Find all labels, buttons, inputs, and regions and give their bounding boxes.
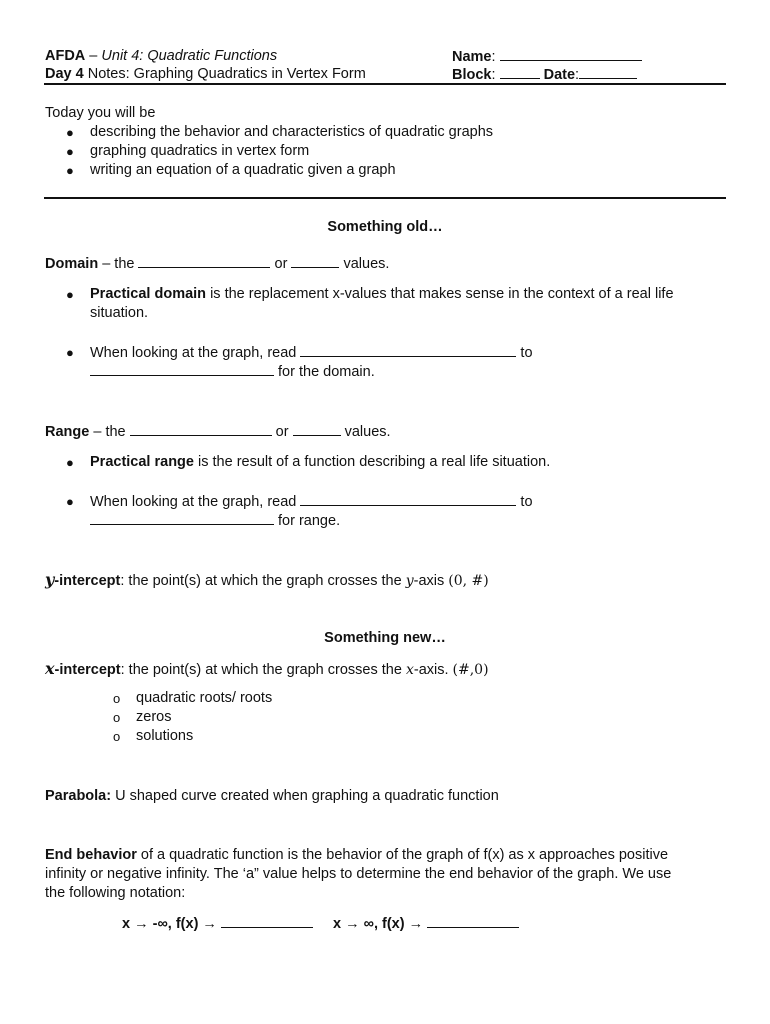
domain-read: When looking at the graph, read to <box>90 345 533 361</box>
notation-pos-infinity: x → ∞, f(x) → <box>333 914 519 934</box>
practical-range: Practical range is the result of a function describing a real life situation. <box>90 454 551 470</box>
intro-lead: Today you will be <box>45 105 156 121</box>
y-intercept-term: -intercept <box>54 573 121 589</box>
range-read-cont: for range. <box>90 511 340 531</box>
circle-bullet-icon: o <box>113 729 121 744</box>
end-behavior-term: End behavior <box>45 847 137 863</box>
intro-item: graphing quadratics in vertex form <box>90 143 310 159</box>
range-read-blank-2[interactable] <box>90 511 274 525</box>
x-var: x <box>45 659 55 678</box>
bullet-icon: ● <box>66 494 74 509</box>
name-field[interactable]: Name: <box>452 47 642 67</box>
bullet-icon: ● <box>66 455 74 470</box>
name-label: Name <box>452 49 492 65</box>
x-intercept-term: -intercept <box>54 662 121 678</box>
x-intercept-definition: x-intercept: the point(s) at which the graph crosses the x-axis. (#,0) <box>45 659 489 678</box>
header-dash: – <box>85 48 102 64</box>
notation-blank-left[interactable] <box>221 914 313 928</box>
bullet-icon: ● <box>66 144 74 159</box>
range-definition: Range – the or values. <box>45 424 391 440</box>
notes-subtitle: Notes: Graphing Quadratics in Vertex Form <box>83 66 366 82</box>
parabola-definition: Parabola: U shaped curve created when graphing a quadratic function <box>45 788 499 804</box>
end-behavior-line3: the following notation: <box>45 885 186 901</box>
practical-domain-term: Practical domain <box>90 286 207 302</box>
x-intercept-point: (#,0) <box>452 662 489 678</box>
domain-read-cont: for the domain. <box>90 362 375 382</box>
circle-bullet-icon: o <box>113 691 121 706</box>
date-blank[interactable] <box>579 65 637 79</box>
range-term: Range <box>45 424 90 440</box>
intro-item: describing the behavior and characteristics of quadratic graphs <box>90 124 494 140</box>
course-title <box>45 47 277 66</box>
y-var: y <box>45 570 55 589</box>
notes-title <box>45 65 366 84</box>
block-date-field[interactable]: Block: Date: <box>452 65 637 85</box>
bullet-icon: ● <box>66 287 74 302</box>
notation-blank-right[interactable] <box>427 914 519 928</box>
date-label: Date <box>543 67 576 83</box>
block-blank[interactable] <box>500 65 540 79</box>
practical-domain: Practical domain is the replacement x-values that makes sense in the context of a real life <box>90 286 674 302</box>
synonym-item: zeros <box>136 709 172 725</box>
synonym-item: quadratic roots/ roots <box>136 690 273 706</box>
domain-blank-1[interactable] <box>138 254 270 268</box>
end-behavior-line2: infinity or negative infinity. The ‘a” value helps to determine the end behavior of the graph. We use <box>45 866 672 882</box>
end-behavior-definition: End behavior of a quadratic function is the behavior of the graph of f(x) as x approaches positive <box>45 847 669 863</box>
y-intercept-point: (0, #) <box>448 573 489 589</box>
synonym-item: solutions <box>136 728 194 744</box>
circle-bullet-icon: o <box>113 710 121 725</box>
range-blank-2[interactable] <box>293 422 341 436</box>
range-read: When looking at the graph, read to <box>90 494 533 510</box>
domain-definition: Domain – the or values. <box>45 256 390 272</box>
practical-range-term: Practical range <box>90 454 194 470</box>
y-intercept-definition: y-intercept: the point(s) at which the graph crosses the y-axis (0, #) <box>45 570 489 589</box>
domain-read-blank-1[interactable] <box>300 343 516 357</box>
intro-rule <box>44 197 726 199</box>
day-label: Day 4 <box>45 66 84 82</box>
bullet-icon: ● <box>66 125 74 140</box>
notation-neg-infinity: x → -∞, f(x) → <box>122 914 313 934</box>
range-read-blank-1[interactable] <box>300 492 516 506</box>
unit-title: Unit 4: Quadratic Functions <box>101 48 278 64</box>
practical-domain-cont: situation. <box>90 305 149 321</box>
name-blank[interactable] <box>500 47 642 61</box>
intro-item: writing an equation of a quadratic given a graph <box>90 162 396 178</box>
bullet-icon: ● <box>66 345 74 360</box>
domain-read-blank-2[interactable] <box>90 362 274 376</box>
section-heading-new: Something new… <box>324 630 446 646</box>
parabola-term: Parabola: <box>45 788 112 804</box>
domain-term: Domain <box>45 256 99 272</box>
block-label: Block <box>452 67 492 83</box>
range-blank-1[interactable] <box>130 422 272 436</box>
section-heading-old: Something old… <box>327 219 443 235</box>
header-rule <box>44 83 726 85</box>
bullet-icon: ● <box>66 163 74 178</box>
course-name: AFDA <box>45 48 86 64</box>
domain-blank-2[interactable] <box>291 254 339 268</box>
